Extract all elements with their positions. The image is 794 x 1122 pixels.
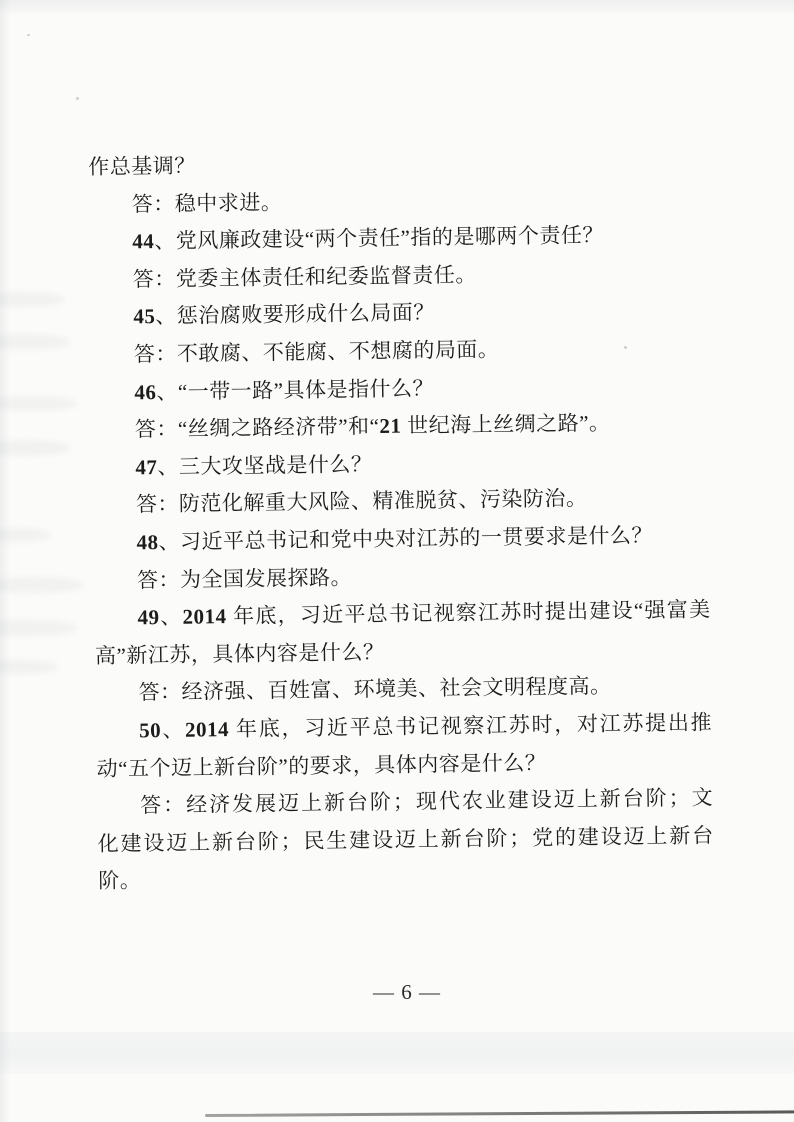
question-line: 48、习近平总书记和党中央对江苏的一贯要求是什么？ (136, 523, 654, 555)
answer-line: 答：不敢腐、不能腐、不想腐的局面。 (133, 337, 500, 367)
scan-speck (76, 97, 79, 100)
page-number: — 6 — (373, 980, 441, 1004)
question-line-continuation: 高”新江苏，具体内容是什么？ (94, 639, 385, 668)
page-footer (10, 980, 794, 1005)
answer-line: 答：经济发展迈上新台阶；现代农业建设迈上新台阶；文 (140, 785, 714, 818)
answer-line: 答：为全国发展探路。 (136, 564, 353, 592)
bleed-through-artifact (0, 292, 64, 307)
document-text-block (88, 140, 714, 900)
answer-line: 答：“丝绸之路经济带”和“21 世纪海上丝绸之路”。 (134, 410, 611, 442)
question-line: 49、2014 年底，习近平总书记视察江苏时提出建设“强富美 (137, 597, 711, 630)
bleed-through-artifact (0, 528, 50, 542)
answer-line-continuation: 化建设迈上新台阶；民生建设迈上新台阶；党的建设迈上新台 (97, 823, 714, 856)
document-line-continuation: 作总基调？ (88, 153, 196, 179)
question-line-continuation: 动“五个迈上新台阶”的要求，具体内容是什么？ (96, 750, 547, 781)
bleed-through-artifact (0, 334, 70, 350)
question-line: 45、惩治腐败要形成什么局面？ (133, 300, 435, 329)
answer-line: 答：防范化解重大风险、精准脱贫、污染防治。 (135, 486, 588, 517)
bleed-through-artifact (0, 620, 77, 636)
bleed-through-artifact (0, 577, 83, 593)
question-line: 50、2014 年底，习近平总书记视察江苏时，对江苏提出推 (138, 710, 713, 743)
answer-line-continuation: 阶。 (98, 868, 142, 894)
scan-top-shadow (0, 0, 794, 16)
answer-line: 答：稳中求进。 (131, 189, 283, 216)
page-bottom-edge (205, 1110, 794, 1117)
question-line: 46、“一带一路”具体是指什么？ (134, 375, 435, 404)
answer-line: 答：党委主体责任和纪委监督责任。 (132, 262, 477, 292)
scan-speck (27, 34, 30, 36)
question-line: 47、三大攻坚战是什么？ (135, 451, 373, 480)
bleed-through-artifact (0, 396, 76, 411)
question-line: 44、党风廉政建设“两个责任”指的是哪两个责任？ (132, 222, 605, 254)
scan-bottom-band (0, 1032, 794, 1074)
answer-line: 答：经济强、百姓富、环境美、社会文明程度高。 (138, 674, 612, 705)
scan-left-shadow (0, 0, 10, 1122)
bleed-through-artifact (0, 660, 58, 674)
bleed-through-artifact (0, 440, 70, 456)
